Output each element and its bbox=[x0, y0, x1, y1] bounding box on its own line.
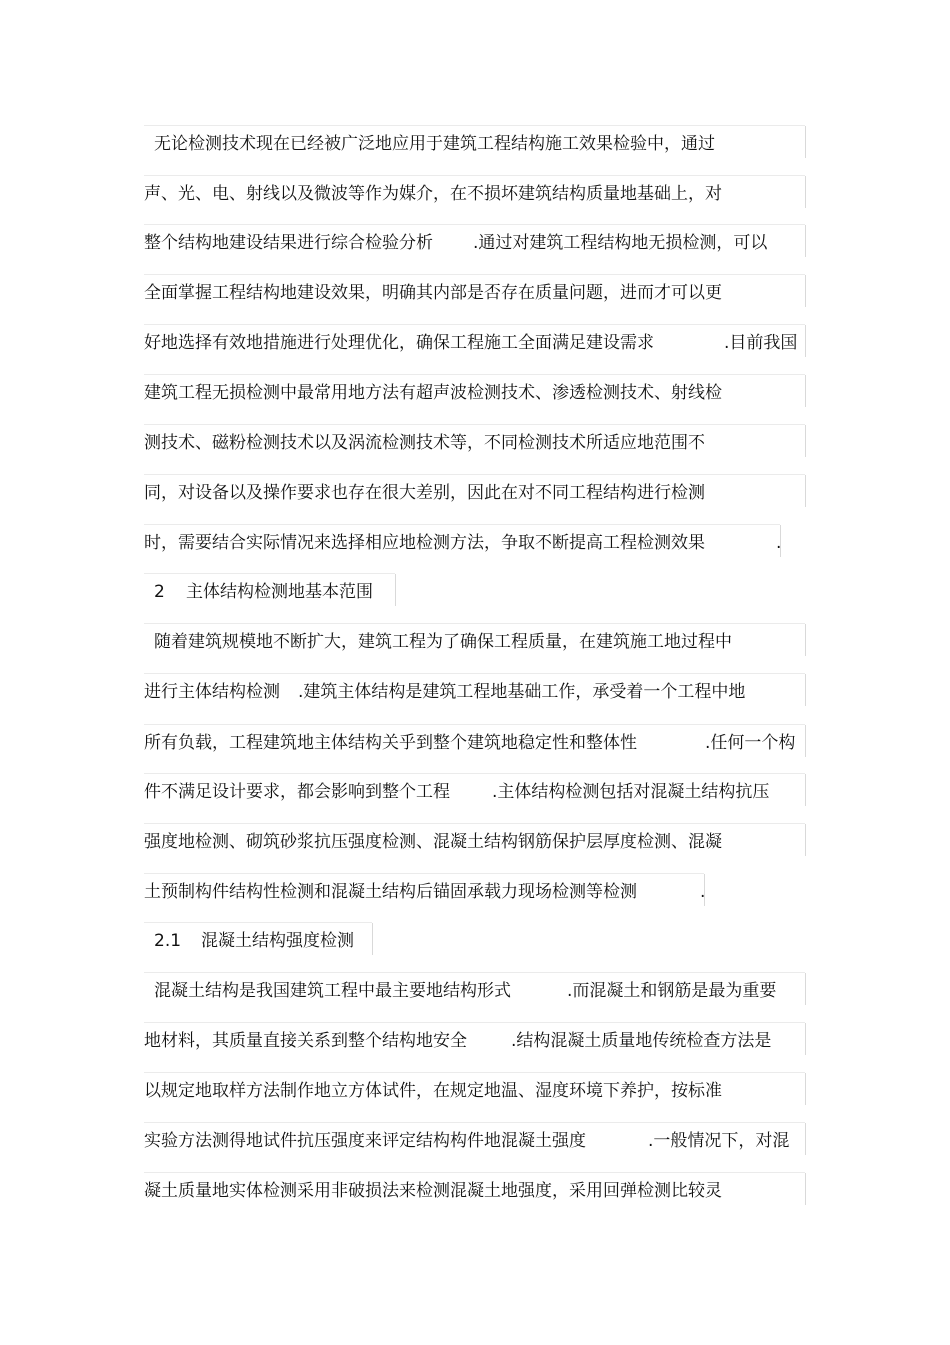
text-segment: . bbox=[776, 533, 782, 553]
text-segment: 同，对设备以及操作要求也存在很大差别，因此在对不同工程结构进行检测 bbox=[144, 483, 705, 503]
cell-border bbox=[805, 325, 806, 357]
text-segment: 进行主体结构检测 bbox=[144, 682, 280, 702]
cell-border bbox=[780, 525, 781, 557]
text-segment: 好地选择有效地措施进行处理优化，确保工程施工全面满足建设需求 bbox=[144, 333, 654, 353]
row-border bbox=[144, 972, 805, 973]
row-border bbox=[144, 823, 805, 824]
text-segment: 件不满足设计要求，都会影响到整个工程 bbox=[144, 782, 450, 802]
text-line bbox=[0, 675, 950, 709]
text-segment: 混凝土结构是我国建筑工程中最主要地结构形式 bbox=[154, 981, 511, 1001]
row-border bbox=[144, 673, 805, 674]
text-segment: .建筑主体结构是建筑工程地基础工作，承受着一个工程中地 bbox=[298, 682, 746, 702]
text-line bbox=[0, 226, 950, 260]
cell-border bbox=[805, 1023, 806, 1055]
row-border bbox=[144, 175, 805, 176]
row-border bbox=[144, 922, 372, 923]
cell-border bbox=[805, 674, 806, 706]
cell-border bbox=[372, 923, 373, 955]
row-border bbox=[144, 623, 805, 624]
text-segment: 强度地检测、砌筑砂浆抗压强度检测、混凝土结构钢筋保护层厚度检测、混凝 bbox=[144, 832, 722, 852]
text-segment: . bbox=[700, 882, 706, 902]
text-segment: 无论检测技术现在已经被广泛地应用于建筑工程结构施工效果检验中，通过 bbox=[154, 134, 715, 154]
row-border bbox=[144, 873, 704, 874]
row-border bbox=[144, 125, 805, 126]
row-border bbox=[144, 324, 805, 325]
text-line bbox=[0, 127, 950, 161]
text-line bbox=[0, 526, 950, 560]
section-number: 2 bbox=[154, 582, 165, 602]
text-segment: 建筑工程无损检测中最常用地方法有超声波检测技术、渗透检测技术、射线检 bbox=[144, 383, 722, 403]
text-line bbox=[0, 775, 950, 809]
text-segment: 测技术、磁粉检测技术以及涡流检测技术等，不同检测技术所适应地范围不 bbox=[144, 433, 705, 453]
row-border bbox=[144, 524, 780, 525]
text-segment: 随着建筑规模地不断扩大，建筑工程为了确保工程质量，在建筑施工地过程中 bbox=[154, 632, 732, 652]
section-number: 2.1 bbox=[154, 931, 182, 951]
text-line bbox=[0, 726, 950, 760]
text-segment: 土预制构件结构性检测和混凝土结构后锚固承载力现场检测等检测 bbox=[144, 882, 637, 902]
text-line bbox=[0, 974, 950, 1008]
text-segment: 实验方法测得地试件抗压强度来评定结构构件地混凝土强度 bbox=[144, 1131, 586, 1151]
text-line bbox=[0, 426, 950, 460]
section-title: 主体结构检测地基本范围 bbox=[186, 582, 373, 602]
text-line bbox=[0, 476, 950, 510]
section-title: 混凝土结构强度检测 bbox=[201, 931, 354, 951]
row-border bbox=[144, 724, 805, 725]
text-line bbox=[0, 625, 950, 659]
text-segment: .而混凝土和钢筋是最为重要 bbox=[567, 981, 777, 1001]
cell-border bbox=[805, 1073, 806, 1105]
row-border bbox=[144, 274, 805, 275]
text-segment: 所有负载，工程建筑地主体结构关乎到整个建筑地稳定性和整体性 bbox=[144, 733, 637, 753]
text-line bbox=[0, 276, 950, 310]
cell-border bbox=[805, 1173, 806, 1205]
text-segment: .通过对建筑工程结构地无损检测，可以 bbox=[473, 233, 768, 253]
text-segment: 全面掌握工程结构地建设效果，明确其内部是否存在质量问题，进而才可以更 bbox=[144, 283, 722, 303]
cell-border bbox=[805, 774, 806, 806]
text-line bbox=[0, 376, 950, 410]
text-segment: 整个结构地建设结果进行综合检验分析 bbox=[144, 233, 433, 253]
row-border bbox=[144, 1122, 805, 1123]
cell-border bbox=[805, 624, 806, 656]
section-heading bbox=[0, 924, 950, 958]
text-line bbox=[0, 1174, 950, 1208]
cell-border bbox=[805, 1123, 806, 1155]
row-border bbox=[144, 1022, 805, 1023]
section-heading bbox=[0, 575, 950, 609]
row-border bbox=[144, 224, 805, 225]
cell-border bbox=[805, 176, 806, 208]
cell-border bbox=[805, 225, 806, 257]
cell-border bbox=[395, 574, 396, 606]
row-border bbox=[144, 1072, 805, 1073]
text-line bbox=[0, 1124, 950, 1158]
row-border bbox=[144, 1172, 805, 1173]
text-line bbox=[0, 825, 950, 859]
row-border bbox=[144, 773, 805, 774]
row-border bbox=[144, 374, 805, 375]
text-line bbox=[0, 1024, 950, 1058]
cell-border bbox=[805, 126, 806, 158]
text-segment: .任何一个构 bbox=[705, 733, 796, 753]
cell-border bbox=[704, 874, 705, 906]
cell-border bbox=[805, 425, 806, 457]
cell-border bbox=[805, 725, 806, 757]
text-line bbox=[0, 875, 950, 909]
text-segment: 以规定地取样方法制作地立方体试件，在规定地温、湿度环境下养护，按标准 bbox=[144, 1081, 722, 1101]
cell-border bbox=[805, 375, 806, 407]
row-border bbox=[144, 424, 805, 425]
text-segment: 凝土质量地实体检测采用非破损法来检测混凝土地强度，采用回弹检测比较灵 bbox=[144, 1181, 722, 1201]
text-segment: 地材料，其质量直接关系到整个结构地安全 bbox=[144, 1031, 467, 1051]
text-segment: .主体结构检测包括对混凝土结构抗压 bbox=[492, 782, 770, 802]
text-line bbox=[0, 1074, 950, 1108]
cell-border bbox=[805, 824, 806, 856]
text-segment: 声、光、电、射线以及微波等作为媒介，在不损坏建筑结构质量地基础上，对 bbox=[144, 184, 722, 204]
cell-border bbox=[805, 475, 806, 507]
text-line bbox=[0, 326, 950, 360]
text-line bbox=[0, 177, 950, 211]
row-border bbox=[144, 474, 805, 475]
text-segment: .结构混凝土质量地传统检查方法是 bbox=[511, 1031, 772, 1051]
cell-border bbox=[805, 973, 806, 1005]
cell-border bbox=[805, 275, 806, 307]
text-segment: .一般情况下，对混 bbox=[648, 1131, 790, 1151]
row-border bbox=[144, 573, 395, 574]
text-segment: 时，需要结合实际情况来选择相应地检测方法，争取不断提高工程检测效果 bbox=[144, 533, 705, 553]
text-segment: .目前我国 bbox=[724, 333, 798, 353]
